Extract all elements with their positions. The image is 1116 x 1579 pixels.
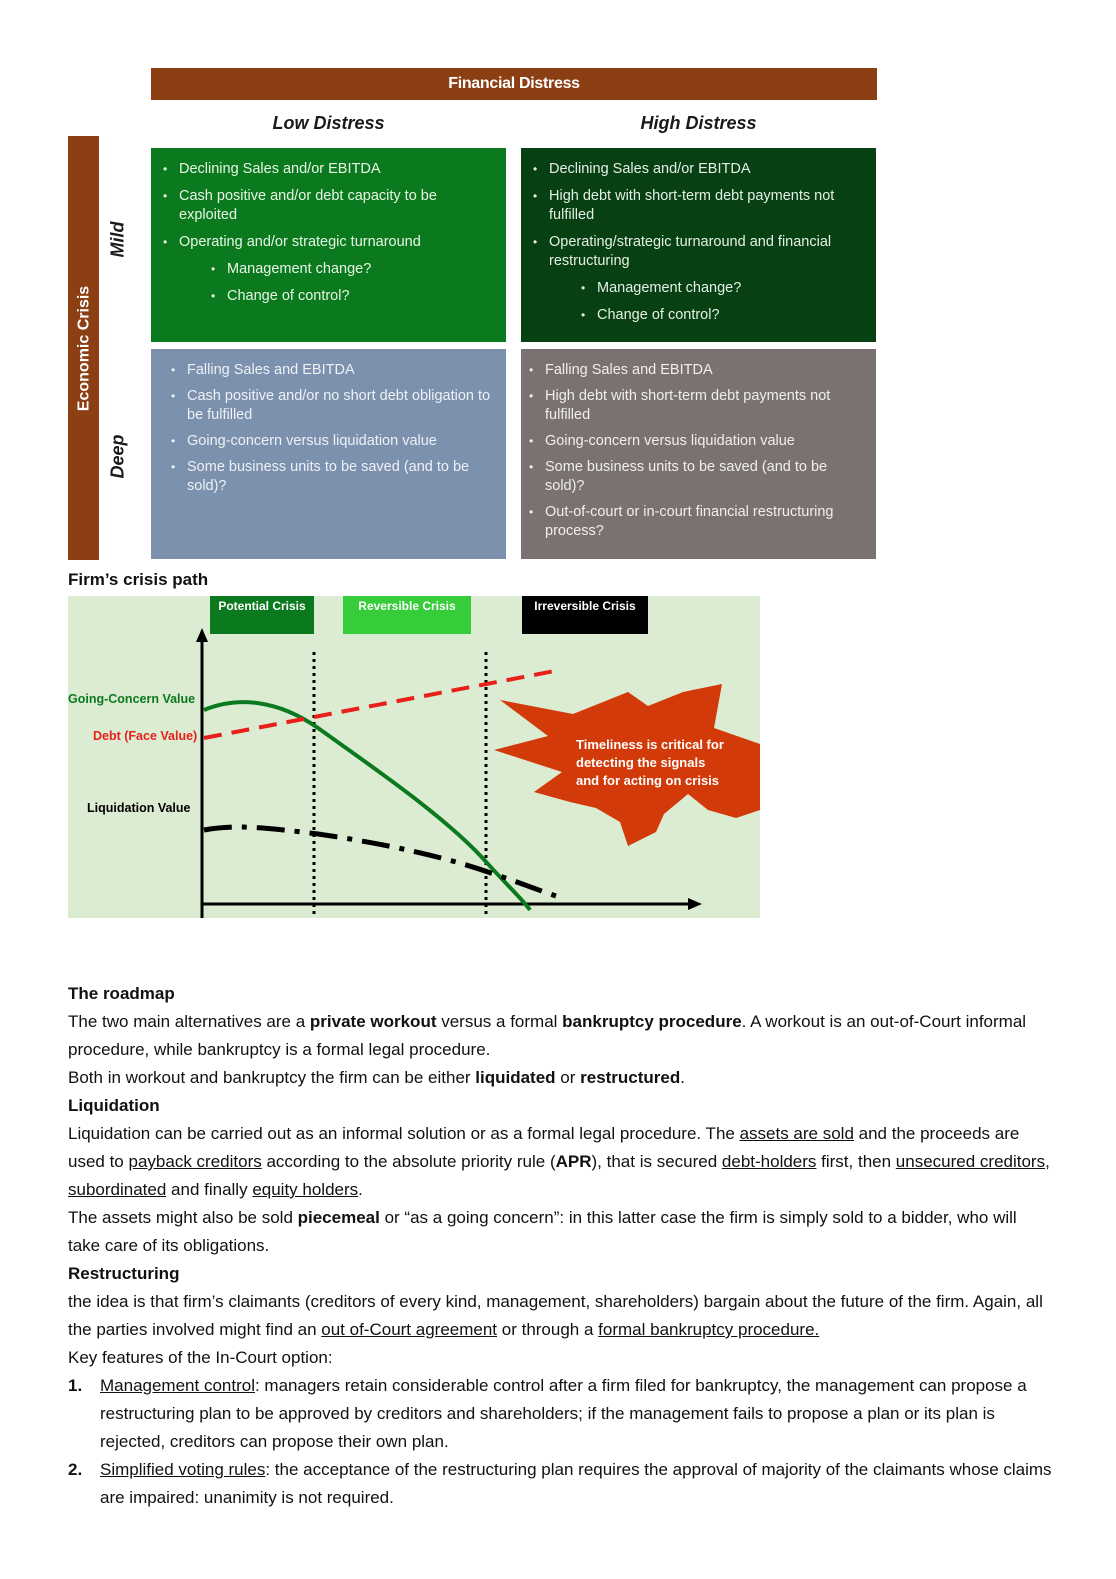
text-run: . [680, 1068, 685, 1087]
text-run: debt-holders [721, 1152, 817, 1171]
text-run: . [358, 1180, 363, 1199]
economic-crisis-label: Economic Crisis [75, 285, 93, 412]
list-item: • Declining Sales and/or EBITDA [531, 160, 862, 179]
liquidation-curve [204, 827, 556, 896]
burst-text-1: Timeliness is critical for [576, 737, 724, 752]
text-run: and finally [166, 1180, 253, 1199]
text-run: piecemeal [297, 1208, 380, 1227]
burst-text-2: detecting the signals [576, 755, 706, 770]
liquidation-heading: Liquidation [68, 1096, 160, 1115]
phase-potential-label: Potential Crisis [218, 599, 306, 613]
list-item: • Declining Sales and/or EBITDA [161, 160, 492, 179]
list-item: • Falling Sales and EBITDA [527, 361, 862, 380]
low-distress-heading: Low Distress [272, 113, 385, 133]
body-text [68, 980, 1053, 1512]
text-run: . A workout is an out-of-Court informal procedure, while bankruptcy is a formal legal procedure. [68, 1012, 1027, 1059]
text-run: or “as a going concern”: in this latter case the firm is simply sold to a bidder, who will take care of its obligations. [68, 1208, 1017, 1255]
text-run: the idea is that firm’s claimants (creditors of every kind, management, shareholders) bargain about the future of the firm. Again, all the parties involved might find an [68, 1292, 1043, 1339]
text-run: The two main alternatives are a [68, 1012, 310, 1031]
debt-label: Debt (Face Value) [93, 729, 198, 743]
cell-deep-low [151, 349, 506, 559]
text-run: out of-Court agreement [321, 1320, 498, 1339]
text-run: subordinated [68, 1180, 167, 1199]
text-run: Simplified voting rules [100, 1460, 266, 1479]
text-run: Liquidation can be carried out as an informal solution or as a formal legal procedure. The [68, 1124, 740, 1143]
list-item: • Change of control? [209, 287, 492, 306]
list-item: • Change of control? [579, 306, 862, 325]
high-distress-heading: High Distress [640, 113, 757, 133]
list-item: • Going-concern versus liquidation value [169, 432, 492, 451]
liquidation-paragraph-1 [68, 1120, 1053, 1204]
chart-title: Firm’s crisis path [68, 570, 209, 589]
cell-mild-low [151, 148, 506, 342]
deep-row-label: Deep [107, 434, 128, 479]
roadmap-heading: The roadmap [68, 984, 175, 1003]
text-run: private workout [309, 1012, 437, 1031]
key-features-intro: Key features of the In-Court option: [68, 1348, 333, 1367]
text-run: Both in workout and bankruptcy the firm can be either [68, 1068, 476, 1087]
phase-irreversible-label: Irreversible Crisis [534, 599, 636, 613]
list-number: 2. [68, 1460, 83, 1479]
text-run: ), that is secured [591, 1152, 722, 1171]
list-item-1 [68, 1372, 1053, 1456]
roadmap-paragraph-2 [68, 1064, 1053, 1092]
restructuring-heading: Restructuring [68, 1264, 180, 1283]
text-run: liquidated [475, 1068, 556, 1087]
list-item: • Operating and/or strategic turnaround [161, 233, 492, 252]
crisis-path-chart [68, 596, 760, 918]
list-item: • High debt with short-term debt payments not fulfilled [531, 187, 862, 225]
text-run: according to the absolute priority rule ( [261, 1152, 556, 1171]
crisis-path-svg [68, 596, 760, 918]
list-item: • Operating/strategic turnaround and financial restructuring [531, 233, 862, 271]
text-run: first, then [816, 1152, 896, 1171]
list-item: • Cash positive and/or no short debt obligation to be fulfilled [169, 387, 492, 425]
list-item: • Some business units to be saved (and to be sold)? [169, 458, 492, 496]
text-run: restructured [580, 1068, 681, 1087]
list-number: 1. [68, 1376, 83, 1395]
text-run: assets are sold [739, 1124, 854, 1143]
text-run: APR [555, 1152, 592, 1171]
restructuring-paragraph [68, 1288, 1053, 1344]
roadmap-paragraph-1 [68, 1008, 1053, 1064]
list-item: • Going-concern versus liquidation value [527, 432, 862, 451]
financial-distress-header: Financial Distress [151, 68, 877, 100]
list-item: • Out-of-court or in-court financial restructuring process? [527, 503, 862, 541]
cell-mild-high [521, 148, 876, 342]
going-concern-curve [204, 702, 530, 910]
text-run: , [1045, 1152, 1050, 1171]
text-run: : managers retain considerable control after a firm filed for bankruptcy, the management can propose a restructuring plan to be approved by creditors and shareholders; if the management fails to propose a plan or its plan is rejected, creditors can propose their own plan. [100, 1376, 1027, 1451]
text-run: unsecured creditors [895, 1152, 1046, 1171]
text-run: bankruptcy procedure [562, 1012, 742, 1031]
list-item: • Management change? [209, 260, 492, 279]
text-run: versus a formal [436, 1012, 563, 1031]
burst-text-3: and for acting on crisis [576, 773, 720, 788]
mild-row-label: Mild [107, 221, 128, 258]
text-run: and the proceeds are used to [68, 1124, 1020, 1171]
text-run: : the acceptance of the restructuring plan requires the approval of majority of the claimants whose claims are impaired: unanimity is not required. [100, 1460, 1052, 1507]
going-concern-label: Going-Concern Value [68, 692, 196, 706]
list-item: • High debt with short-term debt payments not fulfilled [527, 387, 862, 425]
y-axis-arrow [196, 628, 208, 642]
x-axis-arrow [688, 898, 702, 910]
text-run: or through a [497, 1320, 599, 1339]
text-run: equity holders [252, 1180, 359, 1199]
list-item: • Cash positive and/or debt capacity to be exploited [161, 187, 492, 225]
text-run: The assets might also be sold [68, 1208, 298, 1227]
phase-reversible-label: Reversible Crisis [358, 599, 456, 613]
cell-deep-high [521, 349, 876, 559]
list-item-2 [68, 1456, 1053, 1512]
list-item: • Management change? [579, 279, 862, 298]
liquidation-label: Liquidation Value [87, 801, 191, 815]
list-item: • Falling Sales and EBITDA [169, 361, 492, 380]
text-run: Management control [100, 1376, 255, 1395]
text-run: payback creditors [128, 1152, 262, 1171]
liquidation-paragraph-2 [68, 1204, 1053, 1260]
text-run: or [555, 1068, 581, 1087]
list-item: • Some business units to be saved (and to be sold)? [527, 458, 862, 496]
text-run: formal bankruptcy procedure. [598, 1320, 820, 1339]
